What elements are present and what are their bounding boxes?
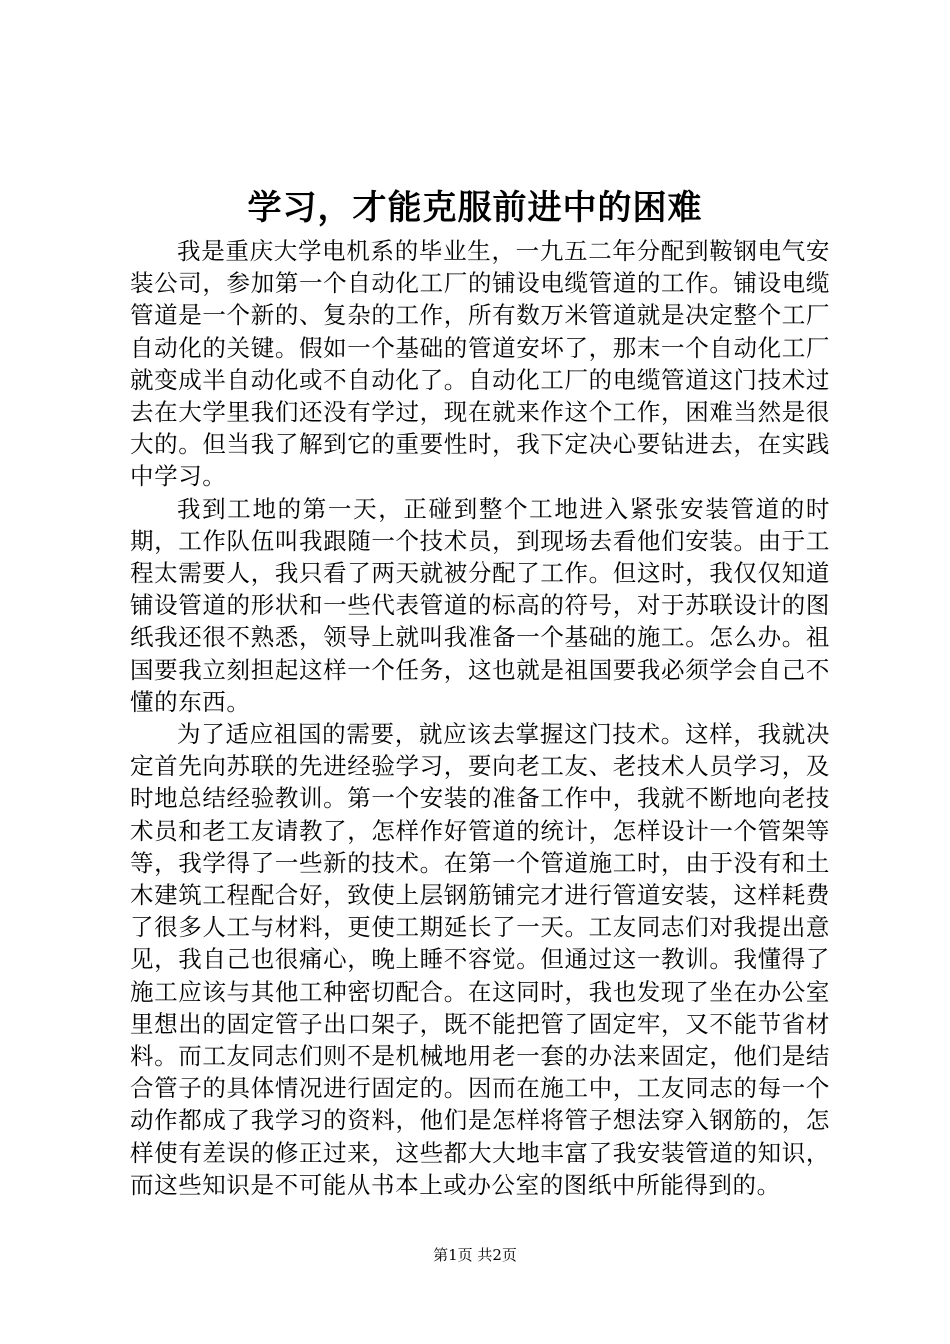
document-title: 学习，才能克服前进中的困难 (247, 188, 703, 228)
page-number: 第1页 共2页 (433, 1246, 517, 1264)
paragraph-3: 为了适应祖国的需要，就应该去掌握这门技术。这样，我就决定首先向苏联的先进经验学习，要向老工友、老技术人员学习，及时地总结经验教训。第一个安装的准备工作中，我就不断地向老技术员和老工友请教了，怎样作好管道的统计，怎样设计一个管架等等，我学得了一些新的技术。在第一个管道施工时，由于没有和土木建筑工程配合好，致使上层钢筋铺完才进行管道安装，这样耗费了很多人工与材料，更使工期延长了一天。工友同志们对我提出意见，我自己也很痛心，晚上睡不容觉。但通过这一教训。我懂得了施工应该与其他工种密切配合。在这同时，我也发现了坐在办公室里想出的固定管子出口架子，既不能把管了固定牢，又不能节省材料。而工友同志们则不是机械地用老一套的办法来固定，他们是结合管子的具体情况进行固定的。因而在施工中，工友同志的每一个动作都成了我学习的资料，他们是怎样将管子想法穿入钢筋的，怎样使有差误的修正过来，这些都大大地丰富了我安装管道的知识，而这些知识是不可能从书本上或办公室的图纸中所能得到的。 (130, 720, 830, 1199)
page-footer (0, 1244, 950, 1266)
document-body (130, 235, 830, 1201)
paragraph-1: 我是重庆大学电机系的毕业生，一九五二年分配到鞍钢电气安装公司，参加第一个自动化工厂的铺设电缆管道的工作。铺设电缆管道是一个新的、复杂的工作，所有数万米管道就是决定整个工厂自动化的关键。假如一个基础的管道安坏了，那末一个自动化工厂就变成半自动化或不自动化了。自动化工厂的电缆管道这门技术过去在大学里我们还没有学过，现在就来作这个工作，困难当然是很大的。但当我了解到它的重要性时，我下定决心要钻进去，在实践中学习。 (130, 237, 830, 491)
paragraph-2: 我到工地的第一天，正碰到整个工地进入紧张安装管道的时期，工作队伍叫我跟随一个技术员，到现场去看他们安装。由于工程太需要人，我只看了两天就被分配了工作。但这时，我仅仅知道铺设管道的形状和一些代表管道的标高的符号，对于苏联设计的图纸我还很不熟悉，领导上就叫我准备一个基础的施工。怎么办。祖国要我立刻担起这样一个任务，这也就是祖国要我必须学会自己不懂的东西。 (130, 494, 830, 716)
